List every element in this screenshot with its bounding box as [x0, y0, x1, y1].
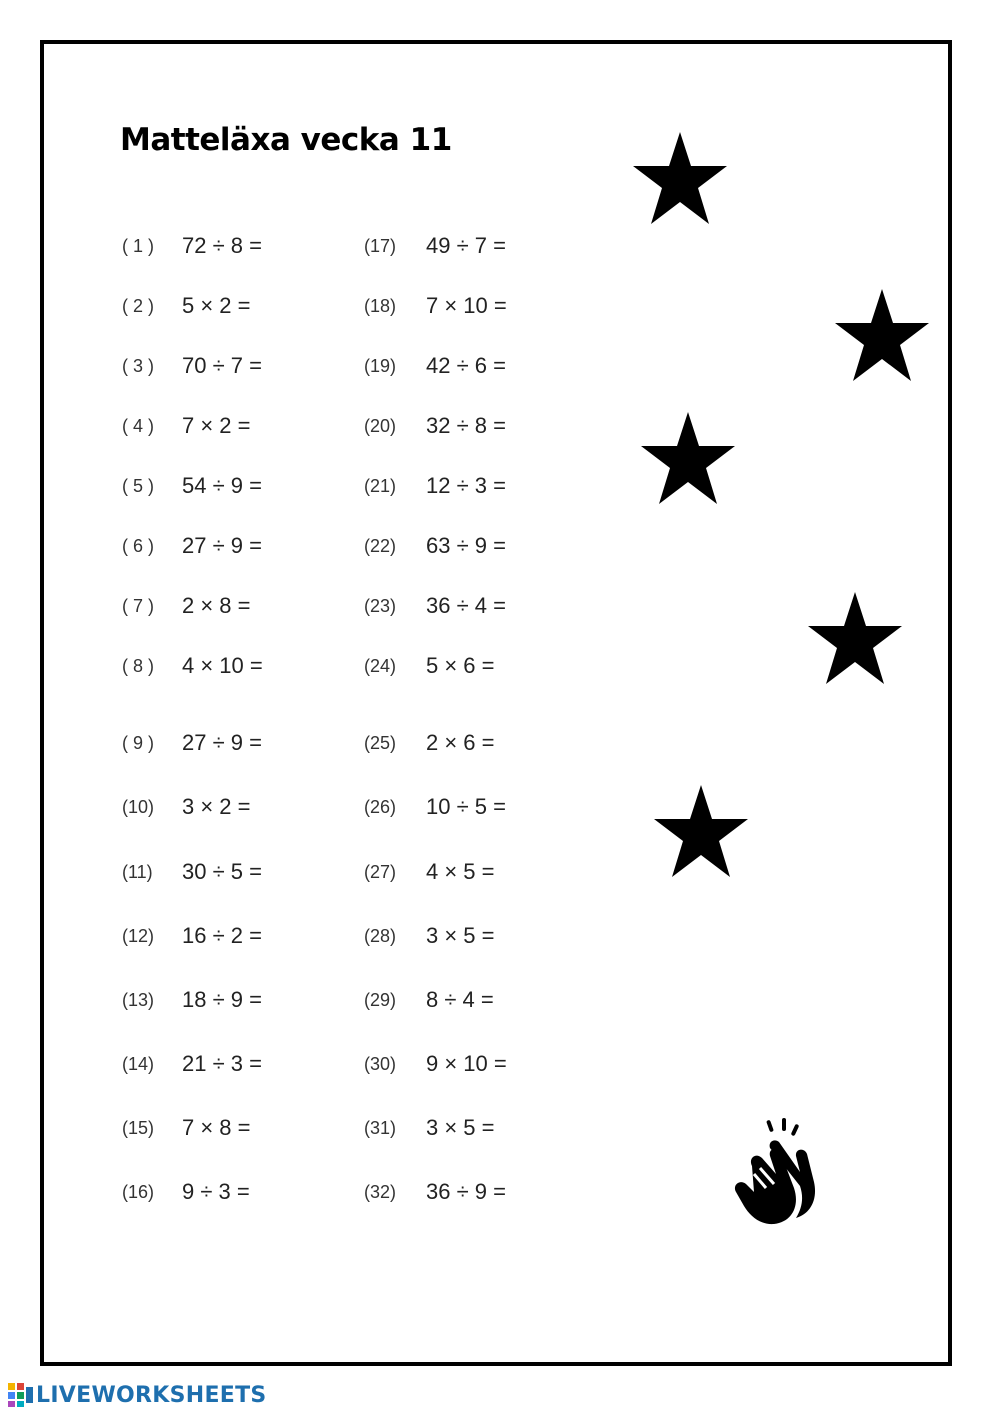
problem-number: ( 4 ) [122, 415, 155, 436]
problem-item [122, 1048, 334, 1080]
problem-number: (29) [364, 989, 397, 1010]
problem-number: ( 1 ) [122, 235, 155, 256]
problem-expression: 10 ÷ 5 = [426, 794, 506, 819]
problem-expression: 2 × 8 = [182, 593, 251, 618]
problem-item [122, 230, 334, 262]
star-icon [651, 783, 751, 883]
problem-item [364, 1176, 578, 1208]
answer-input[interactable] [259, 292, 323, 320]
answer-input[interactable] [515, 1050, 579, 1078]
problem-number: (17) [364, 235, 397, 256]
problem-item [364, 530, 578, 562]
problem-expression: 32 ÷ 8 = [426, 413, 506, 438]
problem-item [364, 856, 567, 888]
answer-input[interactable] [503, 858, 567, 886]
answer-input[interactable] [503, 922, 567, 950]
problem-expression: 12 ÷ 3 = [426, 473, 506, 498]
problem-number: ( 5 ) [122, 475, 155, 496]
problem-item [364, 1112, 567, 1144]
problem-expression: 7 × 8 = [182, 1115, 251, 1140]
answer-input[interactable] [270, 922, 334, 950]
answer-input[interactable] [502, 986, 566, 1014]
answer-input[interactable] [515, 292, 579, 320]
problem-expression: 5 × 2 = [182, 293, 251, 318]
problem-expression: 7 × 2 = [182, 413, 251, 438]
answer-input[interactable] [503, 1114, 567, 1142]
problem-expression: 3 × 2 = [182, 794, 251, 819]
problem-item [364, 1048, 579, 1080]
problem-item [122, 590, 323, 622]
problem-item [122, 920, 334, 952]
problem-expression: 4 × 5 = [426, 859, 495, 884]
problem-number: (30) [364, 1053, 397, 1074]
footer-brand [8, 1382, 267, 1408]
problem-item [122, 1112, 323, 1144]
answer-input[interactable] [271, 652, 335, 680]
problem-number: ( 7 ) [122, 595, 155, 616]
problem-expression: 3 × 5 = [426, 1115, 495, 1140]
star-icon [630, 130, 730, 230]
problem-item [364, 590, 578, 622]
problem-number: (27) [364, 861, 397, 882]
problem-expression: 72 ÷ 8 = [182, 233, 262, 258]
problem-item [364, 727, 567, 759]
problem-expression: 70 ÷ 7 = [182, 353, 262, 378]
problem-expression: 21 ÷ 3 = [182, 1051, 262, 1076]
problem-number: ( 6 ) [122, 535, 155, 556]
problem-number: (25) [364, 732, 397, 753]
problem-expression: 2 × 6 = [426, 730, 495, 755]
problem-item [364, 230, 578, 262]
answer-input[interactable] [259, 1114, 323, 1142]
answer-input[interactable] [270, 986, 334, 1014]
answer-input[interactable] [503, 729, 567, 757]
problem-number: (20) [364, 415, 397, 436]
problem-item [364, 791, 578, 823]
problem-expression: 42 ÷ 6 = [426, 353, 506, 378]
answer-input[interactable] [259, 793, 323, 821]
problem-expression: 49 ÷ 7 = [426, 233, 506, 258]
problem-number: (31) [364, 1117, 397, 1138]
problem-number: (21) [364, 475, 397, 496]
problem-expression: 63 ÷ 9 = [426, 533, 506, 558]
answer-input[interactable] [259, 412, 323, 440]
answer-input[interactable] [270, 858, 334, 886]
problem-item [122, 410, 323, 442]
problem-number: ( 3 ) [122, 355, 155, 376]
problem-number: (19) [364, 355, 397, 376]
problem-item [364, 920, 567, 952]
problem-number: (24) [364, 655, 397, 676]
problem-number: ( 8 ) [122, 655, 155, 676]
answer-input[interactable] [514, 232, 578, 260]
problem-number: (12) [122, 925, 155, 946]
problem-item [122, 530, 334, 562]
problem-expression: 18 ÷ 9 = [182, 987, 262, 1012]
answer-input[interactable] [514, 532, 578, 560]
problem-expression: 36 ÷ 9 = [426, 1179, 506, 1204]
star-icon [805, 590, 905, 690]
brand-name: LIVEWORKSHEETS [36, 1382, 267, 1408]
answer-input[interactable] [514, 412, 578, 440]
problem-expression: 9 ÷ 3 = [182, 1179, 250, 1204]
clapping-hands-icon [730, 1118, 822, 1228]
problem-item [122, 856, 334, 888]
problem-number: (10) [122, 796, 155, 817]
problem-number: (22) [364, 535, 397, 556]
answer-input[interactable] [270, 1050, 334, 1078]
answer-input[interactable] [514, 1178, 578, 1206]
answer-input[interactable] [259, 592, 323, 620]
answer-input[interactable] [258, 1178, 322, 1206]
problem-number: (15) [122, 1117, 155, 1138]
answer-input[interactable] [514, 793, 578, 821]
problem-number: ( 2 ) [122, 295, 155, 316]
problem-number: (14) [122, 1053, 155, 1074]
problem-number: (13) [122, 989, 155, 1010]
problem-item [122, 727, 334, 759]
problem-item [364, 650, 567, 682]
liveworksheets-logo-icon [8, 1383, 34, 1407]
answer-input[interactable] [514, 592, 578, 620]
problem-item [364, 410, 578, 442]
problem-item [122, 791, 323, 823]
problem-expression: 4 × 10 = [182, 653, 263, 678]
problem-item [122, 350, 334, 382]
problem-number: (23) [364, 595, 397, 616]
problem-number: (26) [364, 796, 397, 817]
problem-number: (32) [364, 1181, 397, 1202]
problem-number: (16) [122, 1181, 155, 1202]
problem-expression: 30 ÷ 5 = [182, 859, 262, 884]
answer-input[interactable] [514, 472, 578, 500]
problem-item [364, 984, 566, 1016]
problem-item [364, 470, 578, 502]
problem-number: ( 9 ) [122, 732, 155, 753]
answer-input[interactable] [270, 472, 334, 500]
problem-expression: 9 × 10 = [426, 1051, 507, 1076]
problem-expression: 16 ÷ 2 = [182, 923, 262, 948]
answer-input[interactable] [270, 532, 334, 560]
problem-expression: 3 × 5 = [426, 923, 495, 948]
answer-input[interactable] [503, 652, 567, 680]
problem-item [122, 290, 323, 322]
problem-item [364, 350, 578, 382]
problem-expression: 7 × 10 = [426, 293, 507, 318]
answer-input[interactable] [514, 352, 578, 380]
problem-item [122, 470, 334, 502]
problem-item [122, 1176, 322, 1208]
problem-expression: 36 ÷ 4 = [426, 593, 506, 618]
problem-expression: 27 ÷ 9 = [182, 533, 262, 558]
problem-expression: 8 ÷ 4 = [426, 987, 494, 1012]
problem-item [364, 290, 579, 322]
problem-item [122, 984, 334, 1016]
answer-input[interactable] [270, 232, 334, 260]
answer-input[interactable] [270, 729, 334, 757]
problem-number: (11) [122, 861, 153, 882]
page-title: Matteläxa vecka 11 [120, 122, 452, 158]
problem-expression: 27 ÷ 9 = [182, 730, 262, 755]
problem-number: (28) [364, 925, 397, 946]
problem-expression: 5 × 6 = [426, 653, 495, 678]
problem-number: (18) [364, 295, 397, 316]
star-icon [832, 287, 932, 387]
problem-expression: 54 ÷ 9 = [182, 473, 262, 498]
problem-item [122, 650, 335, 682]
answer-input[interactable] [270, 352, 334, 380]
star-icon [638, 410, 738, 510]
